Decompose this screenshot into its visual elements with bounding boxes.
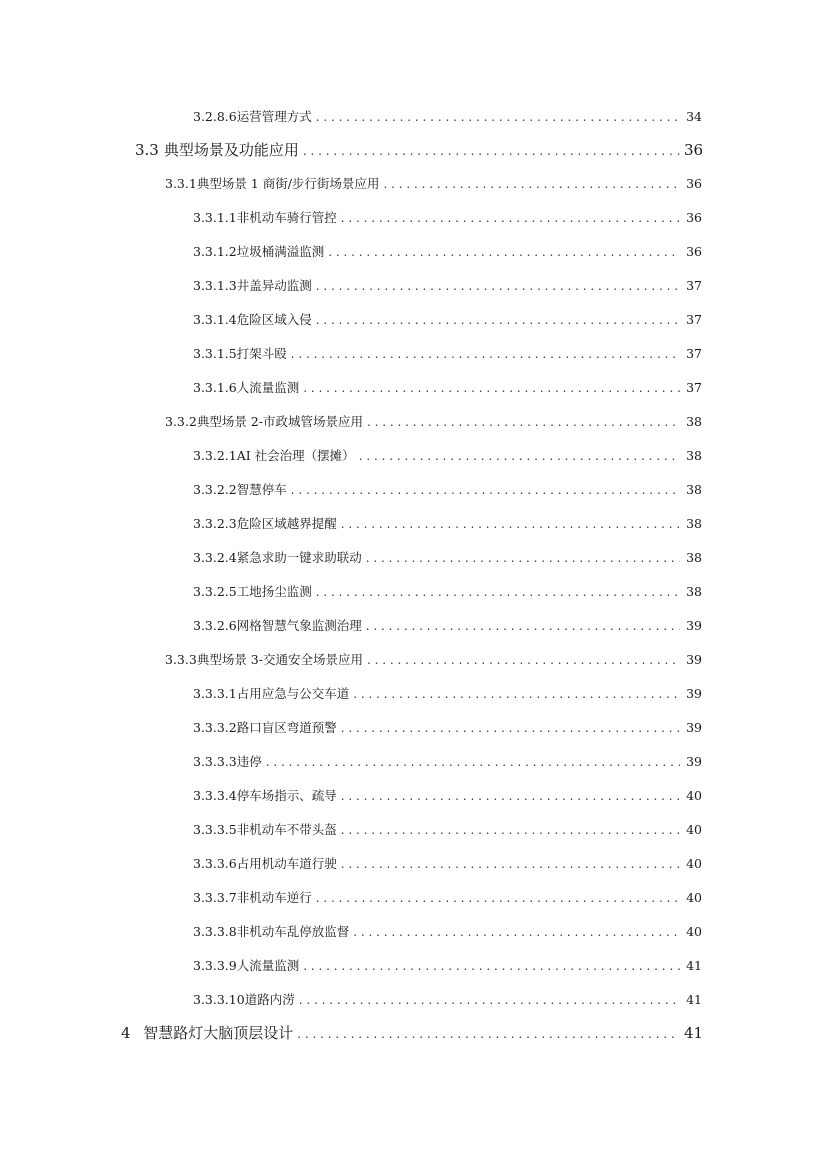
toc-entry [193,549,702,567]
toc-entry [193,311,702,329]
toc-entry-title: 占用应急与公交车道 [236,686,350,701]
toc-entry-title: 网格智慧气象监测治理 [236,618,362,633]
toc-entry [193,719,702,737]
toc-entry-number: 3.3.3.8 [193,924,237,939]
toc-entry [193,209,702,227]
toc-entry [193,345,702,363]
toc-entry-page: 41 [684,1024,704,1042]
toc-entry-title: 智慧路灯大脑顶层设计 [143,1024,294,1042]
toc-entry-number: 3.3.2.3 [193,516,237,531]
toc-entry-number: 3.3.3.1 [193,686,237,701]
toc-entry-number: 3.3.3.4 [193,788,237,803]
toc-entry-title: 路口盲区弯道预警 [236,720,337,735]
toc-entry-title: 危险区域越界提醒 [236,516,337,531]
toc-leader-dots [341,515,680,533]
toc-entry-number: 3.2.8.6 [193,109,237,124]
toc-entry-number: 3.3.2.1 [193,448,237,463]
toc-entry-number: 3.3.1.6 [193,380,237,395]
toc-entry-title: 危险区域入侵 [236,312,312,327]
toc-entry-title: 违停 [236,754,262,769]
toc-entry [165,413,702,431]
toc-entry-title: 智慧停车 [236,482,287,497]
toc-leader-dots [299,991,680,1009]
toc-entry-number: 4 [121,1024,131,1042]
toc-entry-number: 3.3.1.4 [193,312,237,327]
toc-entry [193,889,702,907]
toc-entry-page: 40 [686,890,702,905]
toc-leader-dots [341,787,680,805]
toc-entry-title: 人流量监测 [236,958,300,973]
toc-entry [135,141,702,160]
toc-entry-number: 3.3.3 [165,652,197,667]
toc-entry [193,923,702,941]
toc-entry [165,175,702,193]
toc-entry-page: 41 [686,992,702,1007]
toc-leader-dots [291,345,680,363]
toc-leader-dots [316,311,680,329]
toc-leader-dots [353,685,680,703]
toc-entry-page: 40 [686,924,702,939]
toc-entry-title: 典型场景及功能应用 [163,141,299,159]
toc-entry-page: 36 [686,244,702,259]
toc-entry-title: 运营管理方式 [236,109,312,124]
toc-entry [193,957,702,975]
toc-leader-dots [341,821,680,839]
toc-entry-number: 3.3.1.1 [193,210,237,225]
toc-entry-number: 3.3.2.4 [193,550,237,565]
toc-entry-title: 非机动车乱停放监督 [236,924,350,939]
toc-entry-page: 39 [686,720,702,735]
toc-leader-dots [328,243,680,261]
toc-entry-page: 38 [686,516,702,531]
toc-entry-page: 36 [686,210,702,225]
toc-entry-title: 非机动车不带头盔 [236,822,337,837]
toc-entry-number: 3.3.3.2 [193,720,237,735]
toc-entry-title: 典型场景 1 商街/步行街场景应用 [196,176,380,191]
toc-entry-page: 39 [686,618,702,633]
toc-leader-dots [297,1025,680,1043]
toc-entry-page: 37 [686,346,702,361]
toc-leader-dots [367,413,680,431]
toc-entry [121,1024,702,1043]
toc-entry-number: 3.3.2 [165,414,197,429]
toc-leader-dots [366,549,680,567]
toc-entry-page: 40 [686,822,702,837]
toc-leader-dots [359,447,680,465]
toc-leader-dots [316,583,680,601]
toc-entry-page: 38 [686,482,702,497]
toc-entry-title: 紧急求助一键求助联动 [236,550,362,565]
toc-entry [193,991,702,1009]
toc-leader-dots [303,142,680,160]
toc-leader-dots [316,277,680,295]
toc-entry-number: 3.3.2.6 [193,618,237,633]
toc-entry [193,379,702,397]
toc-entry [193,753,702,771]
toc-entry [193,583,702,601]
toc-entry-number: 3.3.3.7 [193,890,237,905]
toc-entry-title: 停车场指示、疏导 [236,788,337,803]
toc-entry-page: 36 [684,141,704,159]
toc-entry [193,821,702,839]
toc-leader-dots [303,379,680,397]
toc-entry-page: 39 [686,686,702,701]
toc-entry-number: 3.3.3.9 [193,958,237,973]
toc-entry [193,277,702,295]
toc-entry-title: AI 社会治理（摆摊） [236,448,355,463]
toc-entry-number: 3.3.1.5 [193,346,237,361]
toc-leader-dots [383,175,680,193]
toc-entry-number: 3.3.3.10 [193,992,245,1007]
toc-entry-title: 打架斗殴 [236,346,287,361]
toc-entry-number: 3.3.1 [165,176,197,191]
toc-leader-dots [353,923,680,941]
toc-entry-page: 38 [686,414,702,429]
toc-entry [193,855,702,873]
toc-entry-title: 占用机动车道行驶 [236,856,337,871]
toc-entry [193,787,702,805]
toc-leader-dots [266,753,680,771]
toc-entry-number: 3.3.2.2 [193,482,237,497]
toc-leader-dots [303,957,680,975]
toc-entry [193,617,702,635]
toc-entry-title: 典型场景 2-市政城管场景应用 [196,414,363,429]
toc-entry-number: 3.3.1.2 [193,244,237,259]
toc-leader-dots [341,855,680,873]
toc-entry [193,447,702,465]
toc-entry [193,685,702,703]
toc-entry-page: 39 [686,754,702,769]
toc-entry-number: 3.3 [135,141,159,159]
toc-entry-page: 37 [686,380,702,395]
toc-entry-title: 工地扬尘监测 [236,584,312,599]
toc-entry-page: 40 [686,788,702,803]
toc-leader-dots [316,108,680,126]
toc-leader-dots [366,617,680,635]
toc-entry-title: 人流量监测 [236,380,300,395]
toc-entry-page: 37 [686,312,702,327]
toc-leader-dots [291,481,680,499]
toc-entry-page: 36 [686,176,702,191]
toc-entry-page: 38 [686,584,702,599]
toc-entry-page: 39 [686,652,702,667]
toc-entry-title: 非机动车骑行管控 [236,210,337,225]
toc-entry-number: 3.3.3.6 [193,856,237,871]
toc-leader-dots [316,889,680,907]
toc-leader-dots [341,209,680,227]
toc-entry-page: 37 [686,278,702,293]
toc-entry-title: 典型场景 3-交通安全场景应用 [196,652,363,667]
toc-entry-title: 非机动车逆行 [236,890,312,905]
toc-entry-page: 41 [686,958,702,973]
toc-entry [165,651,702,669]
toc-entry-page: 34 [686,109,702,124]
toc-entry-page: 40 [686,856,702,871]
toc-entry [193,515,702,533]
toc-leader-dots [341,719,680,737]
toc-entry [193,243,702,261]
toc-entry-page: 38 [686,448,702,463]
toc-leader-dots [367,651,680,669]
toc-entry-page: 38 [686,550,702,565]
toc-entry-number: 3.3.2.5 [193,584,237,599]
toc-entry-title: 道路内涝 [244,992,295,1007]
toc-entry-title: 垃圾桶满溢监测 [236,244,325,259]
toc-entry-number: 3.3.3.3 [193,754,237,769]
toc-entry [193,481,702,499]
toc-entry-title: 井盖异动监测 [236,278,312,293]
toc-entry-number: 3.3.3.5 [193,822,237,837]
toc-entry-number: 3.3.1.3 [193,278,237,293]
toc-entry [193,108,702,126]
